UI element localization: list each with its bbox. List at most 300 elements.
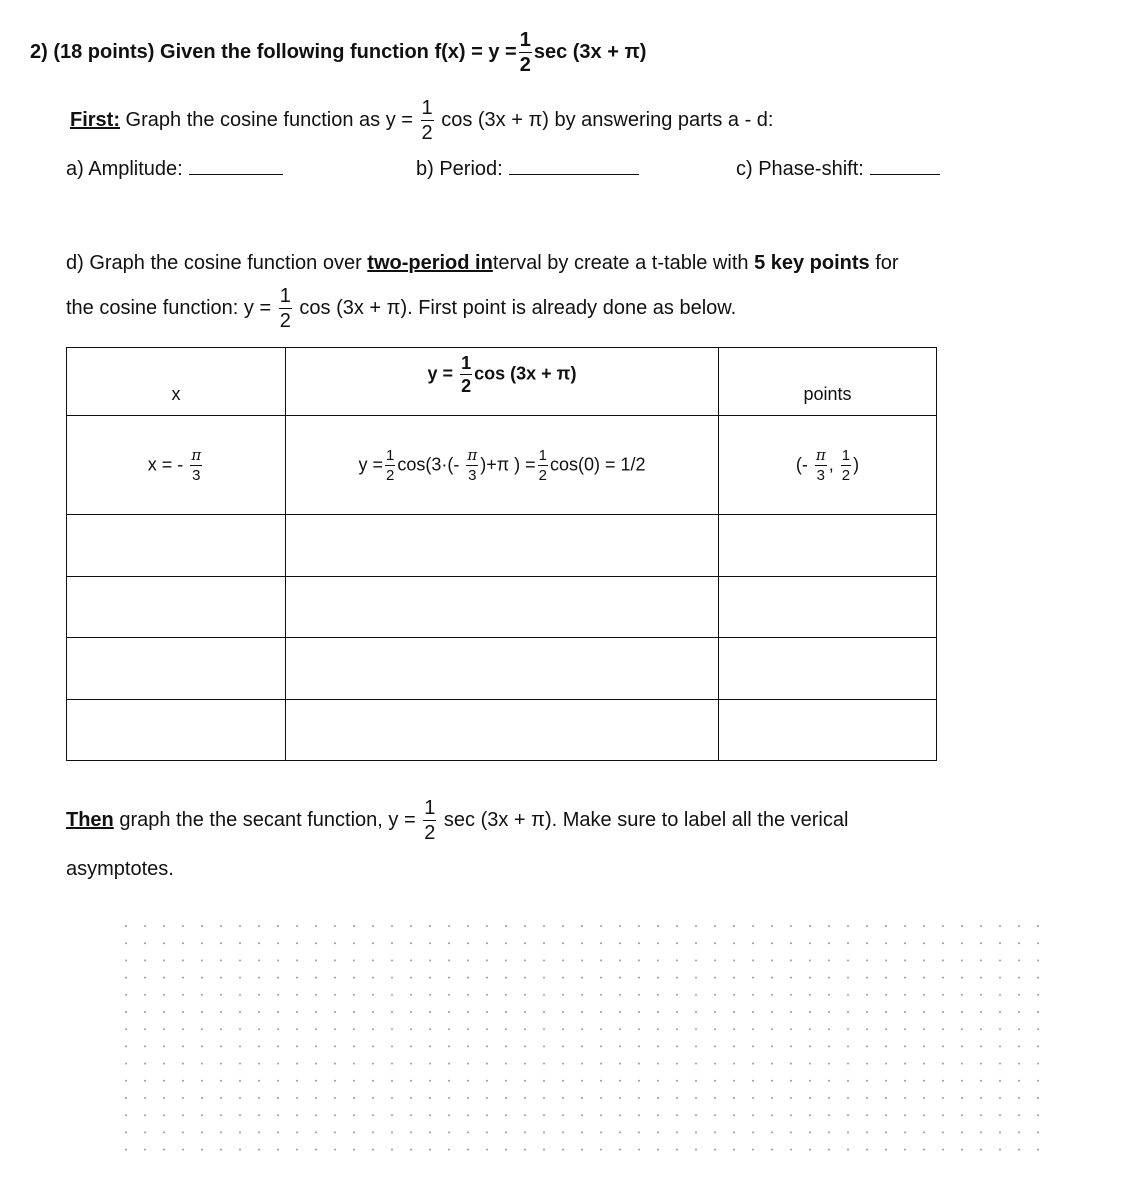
grid-dot [980,1045,982,1047]
grid-dot [847,1011,849,1013]
grid-dot [562,942,564,944]
part-d-suffix: for [869,252,899,274]
grid-dot [1018,1149,1020,1151]
grid-dot [182,1131,184,1133]
grid-dot [505,942,507,944]
grid-dot [942,959,944,961]
grid-dot [277,1114,279,1116]
grid-dot [638,1045,640,1047]
empty-y-cell[interactable] [286,699,719,761]
grid-dot [220,1097,222,1099]
grid-dot [429,1028,431,1030]
grid-dot [828,1011,830,1013]
grid-dot [714,1097,716,1099]
empty-x-cell[interactable] [67,699,286,761]
grid-dot [201,1149,203,1151]
grid-dot [353,1028,355,1030]
grid-dot [600,977,602,979]
grid-dot [600,959,602,961]
period-label: b) Period: [416,158,503,180]
grid-dot [277,942,279,944]
grid-dot [809,1114,811,1116]
grid-dot [1037,1011,1039,1013]
grid-dot [866,1045,868,1047]
grid-dot [391,1028,393,1030]
grid-dot [315,959,317,961]
grid-dot [809,1097,811,1099]
grid-dot [1037,1131,1039,1133]
grid-dot [220,994,222,996]
grid-dot [733,1011,735,1013]
grid-dot [866,1028,868,1030]
grid-dot [809,1080,811,1082]
grid-dot [277,959,279,961]
grid-dot [201,1028,203,1030]
first-text: Graph the cosine function as y = [120,108,413,131]
grid-dot [296,1011,298,1013]
grid-dot [600,1131,602,1133]
grid-dot [676,1080,678,1082]
empty-points-cell[interactable] [719,515,937,576]
grid-dot [543,1149,545,1151]
grid-dot [315,1080,317,1082]
grid-dot [1018,977,1020,979]
grid-dot [353,959,355,961]
grid-dot [505,959,507,961]
grid-dot [942,994,944,996]
grid-dot [904,1131,906,1133]
graph-dot-grid[interactable] [120,920,1060,1170]
grid-dot [638,1131,640,1133]
empty-x-cell[interactable] [67,515,286,576]
grid-dot [353,1011,355,1013]
grid-dot [163,925,165,927]
grid-dot [467,1114,469,1116]
grid-dot [847,1131,849,1133]
grid-dot [923,1080,925,1082]
grid-dot [486,1045,488,1047]
part-d-line2-b: cos (3x + π). First point is already done as below. [299,296,737,319]
problem-title [30,30,646,75]
empty-points-cell[interactable] [719,699,937,761]
grid-dot [315,1131,317,1133]
grid-dot [144,1080,146,1082]
grid-dot [220,977,222,979]
grid-dot [695,959,697,961]
grid-dot [486,1097,488,1099]
grid-dot [904,977,906,979]
header-y: y = $\frac{1}{2}$ cos (3x + π) [286,348,719,416]
grid-dot [676,925,678,927]
grid-dot [163,1114,165,1116]
grid-dot [163,1063,165,1065]
grid-dot [752,1149,754,1151]
grid-dot [828,942,830,944]
grid-dot [1018,1114,1020,1116]
grid-dot [296,1080,298,1082]
grid-dot [296,925,298,927]
grid-dot [828,959,830,961]
empty-points-cell[interactable] [719,576,937,637]
grid-dot [201,994,203,996]
grid-dot [1018,1080,1020,1082]
grid-dot [695,1080,697,1082]
grid-dot [809,1011,811,1013]
grid-dot [296,1045,298,1047]
table-row [67,638,937,699]
grid-dot [239,1028,241,1030]
grid-dot [277,994,279,996]
grid-dot [638,925,640,927]
grid-dot [923,1097,925,1099]
empty-y-cell[interactable] [286,576,719,637]
grid-dot [1037,1080,1039,1082]
grid-dot [125,1045,127,1047]
grid-dot [505,1045,507,1047]
grid-dot [923,994,925,996]
grid-dot [505,994,507,996]
grid-dot [999,959,1001,961]
grid-dot [182,1097,184,1099]
grid-dot [866,1011,868,1013]
grid-dot [923,1028,925,1030]
grid-dot [752,1114,754,1116]
grid-dot [429,1097,431,1099]
part-d-key-points: 5 key points [754,252,870,274]
grid-dot [258,1045,260,1047]
first-tail: cos (3x + π) by answering parts a - d: [441,108,774,131]
grid-dot [942,1028,944,1030]
grid-dot [448,1114,450,1116]
problem-intro: Given the following function f(x) = y = [160,40,517,63]
amplitude-answer-blank[interactable] [189,173,283,175]
empty-points-cell[interactable] [719,638,937,699]
grid-dot [771,1080,773,1082]
grid-dot [505,977,507,979]
grid-dot [372,1149,374,1151]
grid-dot [733,1080,735,1082]
grid-dot [239,994,241,996]
grid-dot [657,1114,659,1116]
then-tail: sec (3x + π). Make sure to label all the verical [443,808,849,831]
grid-dot [144,1028,146,1030]
amplitude-label: a) Amplitude: [66,158,183,180]
grid-dot [239,925,241,927]
grid-dot [999,942,1001,944]
grid-dot [904,1149,906,1151]
grid-dot [752,1080,754,1082]
grid-dot [220,1011,222,1013]
grid-dot [486,1080,488,1082]
header-points: points [719,348,937,416]
grid-dot [543,977,545,979]
grid-dot [676,1028,678,1030]
grid-dot [524,977,526,979]
grid-dot [334,1045,336,1047]
grid-dot [258,1063,260,1065]
empty-x-cell[interactable] [67,638,286,699]
grid-dot [676,1063,678,1065]
grid-dot [980,925,982,927]
problem-number: 2) (18 points) [30,40,155,63]
grid-dot [999,977,1001,979]
grid-dot [125,942,127,944]
grid-dot [296,1114,298,1116]
grid-dot [676,994,678,996]
grid-dot [790,1028,792,1030]
grid-dot [239,1131,241,1133]
grid-dot [771,1011,773,1013]
grid-dot [771,925,773,927]
grid-dot [771,1114,773,1116]
grid-dot [524,1080,526,1082]
grid-dot [543,1114,545,1116]
grid-dot [448,959,450,961]
half-fraction: $\frac{1}{2}$ [519,29,531,76]
grid-dot [163,1028,165,1030]
grid-dot [562,1011,564,1013]
grid-dot [182,925,184,927]
grid-dot [163,977,165,979]
grid-dot [220,925,222,927]
grid-dot [125,1080,127,1082]
grid-dot [923,959,925,961]
grid-dot [581,1045,583,1047]
grid-dot [315,1114,317,1116]
grid-dot [1018,994,1020,996]
grid-dot [524,959,526,961]
grid-dot [942,1080,944,1082]
grid-dot [448,1149,450,1151]
grid-dot [581,1131,583,1133]
grid-dot [980,1063,982,1065]
grid-dot [961,1011,963,1013]
problem-function-tail: sec (3x + π) [533,40,647,63]
grid-dot [752,1097,754,1099]
empty-y-cell[interactable] [286,638,719,699]
grid-dot [220,1028,222,1030]
grid-dot [315,1028,317,1030]
grid-dot [429,925,431,927]
grid-dot [163,1149,165,1151]
table-row [67,416,937,515]
grid-dot [353,1131,355,1133]
grid-dot [258,1149,260,1151]
phase-shift-answer-blank[interactable] [870,173,940,175]
grid-dot [277,1149,279,1151]
grid-dot [315,1149,317,1151]
grid-dot [619,1011,621,1013]
grid-dot [619,994,621,996]
grid-dot [524,942,526,944]
grid-dot [847,1080,849,1082]
grid-dot [467,1149,469,1151]
grid-dot [410,1028,412,1030]
grid-dot [296,1028,298,1030]
grid-dot [125,1063,127,1065]
grid-dot [391,925,393,927]
grid-dot [258,1011,260,1013]
grid-dot [828,1149,830,1151]
grid-dot [866,1149,868,1151]
grid-dot [771,1028,773,1030]
first-label: First: [70,108,120,131]
grid-dot [201,942,203,944]
grid-dot [657,959,659,961]
grid-dot [1037,1149,1039,1151]
grid-dot [1037,942,1039,944]
grid-dot [258,1131,260,1133]
grid-dot [296,1097,298,1099]
grid-dot [581,942,583,944]
grid-dot [600,1011,602,1013]
grid-dot [429,1080,431,1082]
grid-dot [714,1114,716,1116]
grid-dot [790,977,792,979]
grid-dot [923,1131,925,1133]
grid-dot [828,1080,830,1082]
grid-dot [790,959,792,961]
grid-dot [125,1131,127,1133]
grid-dot [676,1045,678,1047]
grid-dot [239,942,241,944]
grid-dot [999,1045,1001,1047]
grid-dot [600,1028,602,1030]
grid-dot [277,1080,279,1082]
grid-dot [505,1131,507,1133]
grid-dot [733,1045,735,1047]
grid-dot [619,1097,621,1099]
then-label: Then [66,808,114,831]
grid-dot [600,942,602,944]
grid-dot [657,925,659,927]
grid-dot [581,1063,583,1065]
grid-dot [144,959,146,961]
grid-dot [334,977,336,979]
grid-dot [619,942,621,944]
grid-dot [391,1080,393,1082]
grid-dot [885,1011,887,1013]
grid-dot [391,1097,393,1099]
grid-dot [904,1045,906,1047]
grid-dot [144,942,146,944]
grid-dot [619,959,621,961]
grid-dot [182,1011,184,1013]
grid-dot [372,994,374,996]
grid-dot [619,1114,621,1116]
grid-dot [429,1114,431,1116]
grid-dot [562,977,564,979]
grid-dot [733,1097,735,1099]
grid-dot [657,1131,659,1133]
grid-dot [144,1045,146,1047]
grid-dot [410,1131,412,1133]
grid-dot [714,1063,716,1065]
grid-dot [999,1131,1001,1133]
grid-dot [885,1114,887,1116]
grid-dot [600,1063,602,1065]
grid-dot [600,1114,602,1116]
grid-dot [581,1114,583,1116]
grid-dot [676,942,678,944]
grid-dot [714,1080,716,1082]
grid-dot [277,1097,279,1099]
grid-dot [923,1045,925,1047]
grid-dot [429,942,431,944]
grid-dot [733,1114,735,1116]
grid-dot [657,1063,659,1065]
grid-dot [410,994,412,996]
grid-dot [619,925,621,927]
grid-dot [144,1114,146,1116]
grid-dot [581,959,583,961]
grid-dot [182,1149,184,1151]
grid-dot [277,1131,279,1133]
grid-dot [277,1028,279,1030]
grid-dot [429,1063,431,1065]
grid-dot [410,1097,412,1099]
grid-dot [239,1097,241,1099]
grid-dot [201,1045,203,1047]
grid-dot [410,1149,412,1151]
grid-dot [125,959,127,961]
grid-dot [999,994,1001,996]
part-d-line-1 [66,252,899,275]
grid-dot [486,959,488,961]
grid-dot [296,942,298,944]
grid-dot [771,1097,773,1099]
grid-dot [771,942,773,944]
grid-dot [239,1045,241,1047]
empty-x-cell[interactable] [67,576,286,637]
grid-dot [809,1063,811,1065]
grid-dot [809,1149,811,1151]
grid-dot [486,1063,488,1065]
grid-dot [125,1149,127,1151]
empty-y-cell[interactable] [286,515,719,576]
half-fraction: $\frac{1}{2}$ [424,797,436,844]
grid-dot [809,1131,811,1133]
grid-dot [201,1063,203,1065]
grid-dot [448,1131,450,1133]
grid-dot [923,977,925,979]
grid-dot [201,1011,203,1013]
grid-dot [638,1114,640,1116]
grid-dot [847,1063,849,1065]
grid-dot [144,977,146,979]
grid-dot [391,994,393,996]
grid-dot [657,1149,659,1151]
grid-dot [771,959,773,961]
grid-dot [999,1080,1001,1082]
grid-dot [1018,959,1020,961]
grid-dot [201,1131,203,1133]
grid-dot [562,959,564,961]
grid-dot [258,977,260,979]
grid-dot [752,942,754,944]
grid-dot [296,977,298,979]
grid-dot [543,1080,545,1082]
grid-dot [163,942,165,944]
grid-dot [125,977,127,979]
part-d-line2-a: the cosine function: y = [66,296,272,319]
period-answer-blank[interactable] [509,173,639,175]
grid-dot [904,942,906,944]
grid-dot [714,1011,716,1013]
grid-dot [942,977,944,979]
grid-dot [524,994,526,996]
grid-dot [714,977,716,979]
